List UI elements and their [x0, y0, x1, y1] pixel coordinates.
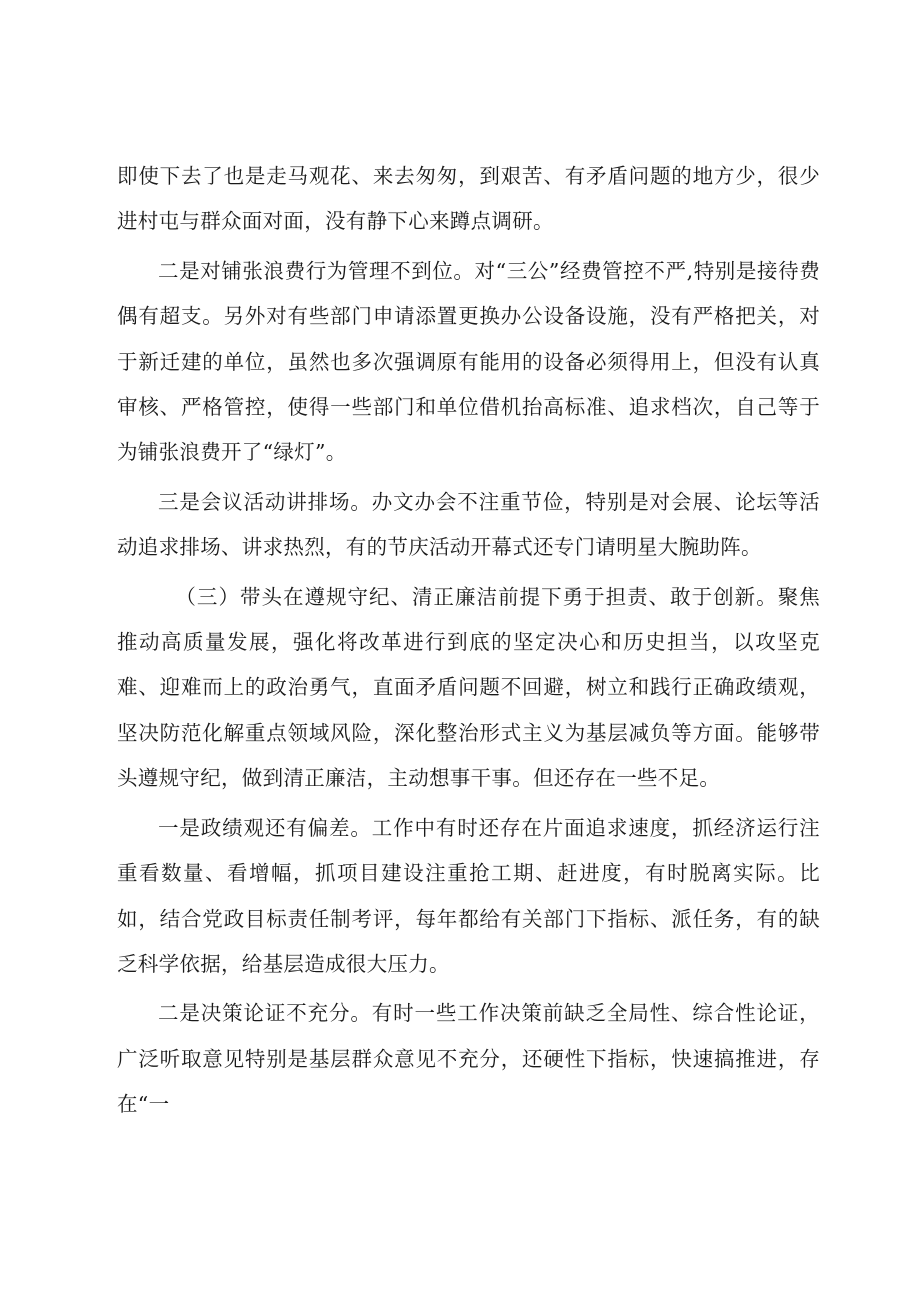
paragraph-meeting-extravagance: 三是会议活动讲排场。办文办会不注重节俭，特别是对会展、论坛等活动追求排场、讲求热烈，有的节庆活动开幕式还专门请明星大腕助阵。: [117, 489, 820, 560]
paragraph-section-three-heading: （三）带头在遵规守纪、清正廉洁前提下勇于担责、敢于创新。聚焦推动高质量发展，强化将改革进行到底的坚定决心和历史担当，以攻坚克难、迎难而上的政治勇气，直面矛盾问题不回避，树立和践行正确政绩观，坚决防范化解重点领域风险，深化整治形式主义为基层减负等方面。能够带头遵规守纪，做到清正廉洁，主动想事干事。但还存在一些不足。: [117, 584, 820, 791]
paragraph-waste-management: 二是对铺张浪费行为管理不到位。对“三公”经费管控不严,特别是接待费偶有超支。另外对有些部门申请添置更换办公设备设施，没有严格把关，对于新迁建的单位，虽然也多次强调原有能用的设备必须得用上，但没有认真审核、严格管控，使得一些部门和单位借机抬高标准、追求档次，自己等于为铺张浪费开了“绿灯”。: [117, 258, 820, 465]
document-body: [117, 154, 820, 1128]
paragraph-decision-making: 二是决策论证不充分。有时一些工作决策前缺乏全局性、综合性论证，广泛听取意见特别是基层群众意见不充分，还硬性下指标，快速搞推进，存在“一: [117, 1001, 820, 1117]
paragraph-continuation: 即使下去了也是走马观花、来去匆匆，到艰苦、有矛盾问题的地方少，很少进村屯与群众面对面，没有静下心来蹲点调研。: [117, 164, 820, 234]
paragraph-performance-view: 一是政绩观还有偏差。工作中有时还存在片面追求速度，抓经济运行注重看数量、看增幅，抓项目建设注重抢工期、赶进度，有时脱离实际。比如，结合党政目标责任制考评，每年都给有关部门下指标、派任务，有的缺乏科学依据，给基层造成很大压力。: [117, 815, 820, 976]
